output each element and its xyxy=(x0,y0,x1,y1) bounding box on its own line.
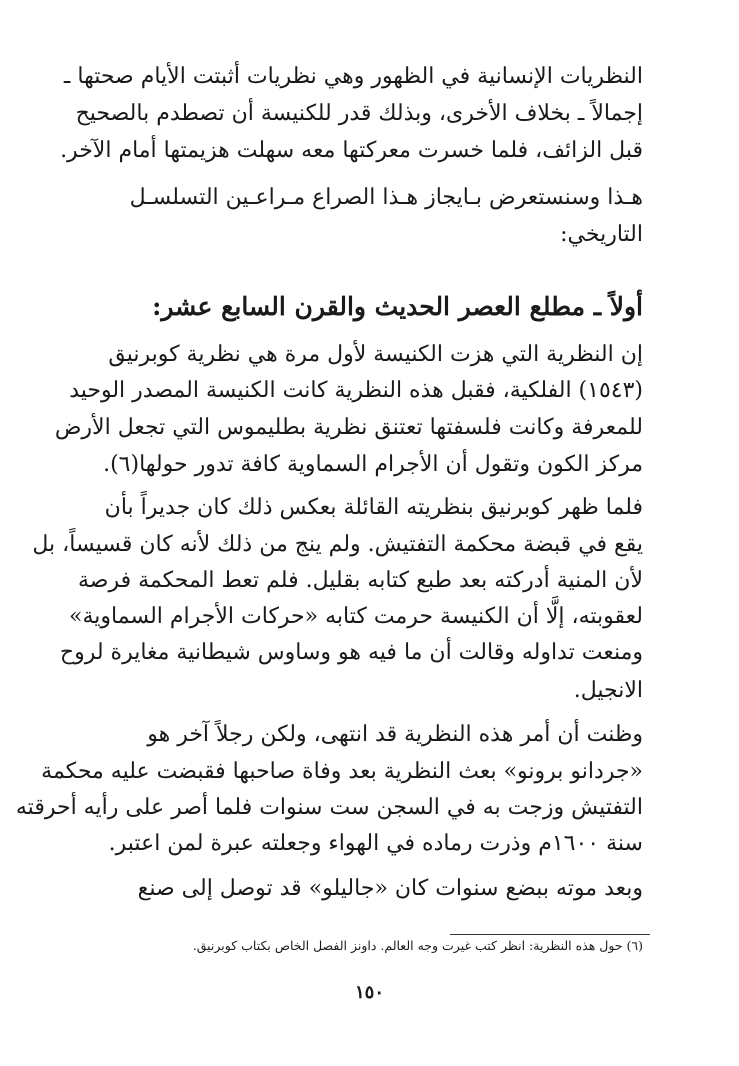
p3-line-1: وظنت أن أمر هذه النظرية قد انتهى، ولكن رجلاً آخر هو xyxy=(147,722,643,747)
p3-line-3: التفتيش وزجت به في السجن ست سنوات فلما أصر على رأيه أحرقته xyxy=(15,795,643,820)
p1-line-1: إن النظرية التي هزت الكنيسة لأول مرة هي نظرية كوبرنيق xyxy=(108,342,643,367)
p2-line-1: فلما ظهر كوبرنيق بنظريته القائلة بعكس ذلك كان جديراً بأن xyxy=(104,495,643,520)
p2-line-4: لعقوبته، إلَّا أن الكنيسة حرمت كتابه «حركات الأجرام السماوية» xyxy=(69,604,643,629)
p2-line-2: يقع في قبضة محكمة التفتيش. ولم ينج من ذلك لأنه كان قسيساً، بل xyxy=(32,532,643,557)
p1-line-2: (١٥٤٣) الفلكية، فقبل هذه النظرية كانت الكنيسة المصدر الوحيد xyxy=(69,378,643,403)
p2-line-5: ومنعت تداوله وقالت أن ما فيه هو وساوس شيطانية مغايرة لروح xyxy=(59,640,643,665)
p2-line-3: لأن المنية أدركته بعد طبع كتابه بقليل. فلم تعط المحكمة فرصة xyxy=(78,568,643,593)
page-number: ١٥٠ xyxy=(354,982,384,1003)
p2-line-6: الانجيل. xyxy=(573,678,643,703)
footnote: (٦) حول هذه النظرية: انظر كتب غيرت وجه العالم. داونز الفصل الخاص بكتاب كوبرنيق. xyxy=(192,938,643,953)
p1-line-3: للمعرفة وكانت فلسفتها تعتنق نظرية بطليموس التي تجعل الأرض xyxy=(54,415,643,440)
intro-line-1: النظريات الإنسانية في الظهور وهي نظريات أثبتت الأيام صحتها ـ xyxy=(63,64,643,89)
p3-line-4: سنة ١٦٠٠م وذرت رماده في الهواء وجعلته عبرة لمن اعتبر. xyxy=(108,831,643,856)
intro-line-3: قبل الزائف، فلما خسرت معركتها معه سهلت هزيمتها أمام الآخر. xyxy=(60,138,643,163)
p1-line-4: مركز الكون وتقول أن الأجرام السماوية كافة تدور حولها(٦). xyxy=(103,452,643,477)
transition-line-2: التاريخي: xyxy=(560,222,643,247)
transition-line-1: هـذا وسنستعرض بـايجاز هـذا الصراع مـراعـين التسلسـل xyxy=(129,185,643,210)
intro-line-2: إجمالاً ـ بخلاف الأخرى، وبذلك قدر للكنيسة أن تصطدم بالصحيح xyxy=(75,101,643,126)
footnote-divider xyxy=(450,934,650,935)
p3-line-2: «جردانو برونو» بعث النظرية بعد وفاة صاحبها فقبضت عليه محكمة xyxy=(41,759,643,784)
p4-line-1: وبعد موته ببضع سنوات كان «جاليلو» قد توصل إلى صنع xyxy=(137,876,643,901)
section-heading: أولاً ـ مطلع العصر الحديث والقرن السابع عشر: xyxy=(152,292,643,321)
